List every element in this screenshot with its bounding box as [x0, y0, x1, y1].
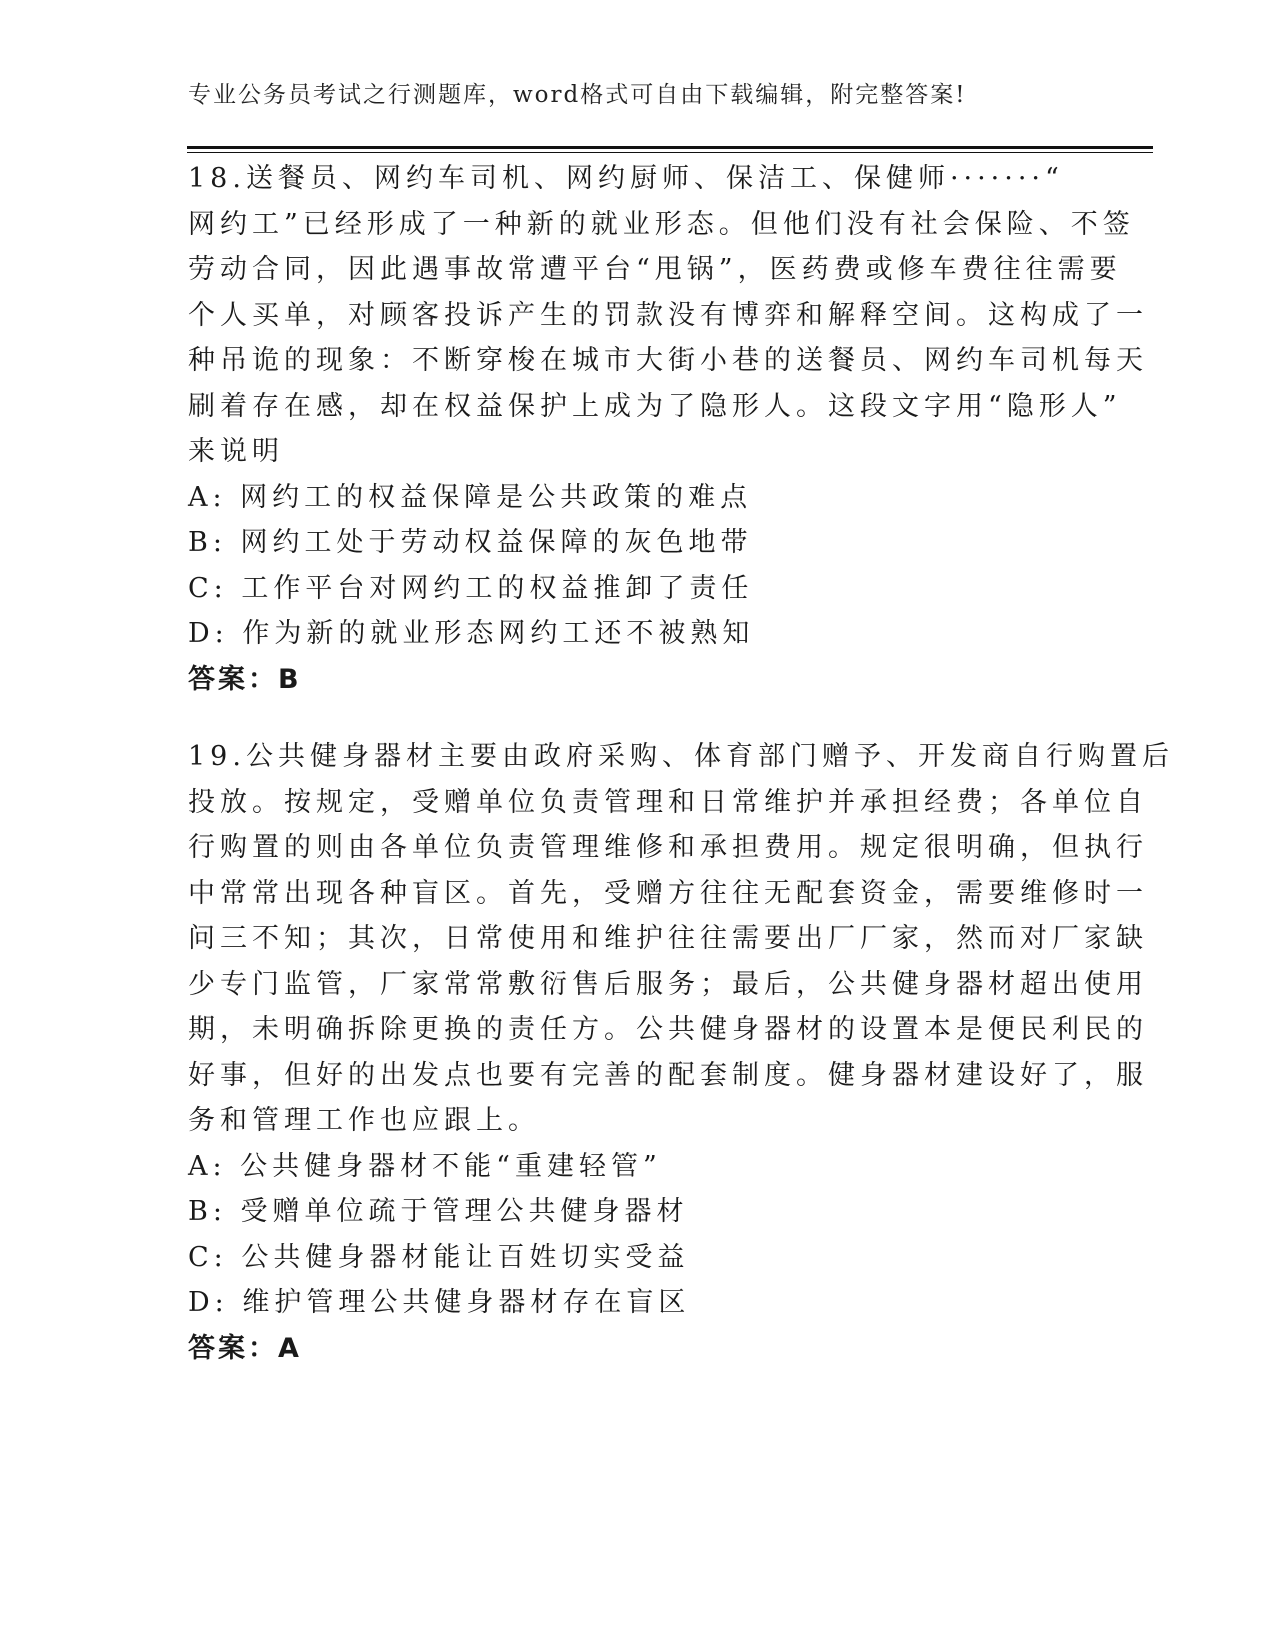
question-stem-line: 18.送餐员、网约车司机、网约厨师、保洁工、保健师·······“	[188, 163, 1064, 194]
option-b: B: 网约工处于劳动权益保障的灰色地带	[188, 527, 753, 558]
option-c: C: 公共健身器材能让百姓切实受益	[188, 1241, 690, 1273]
question-stem-line: 来说明	[188, 436, 284, 467]
question-stem-line: 行购置的则由各单位负责管理维修和承担费用。规定很明确，但执行	[188, 832, 1148, 863]
question-19	[188, 734, 1174, 1371]
question-18	[188, 156, 1148, 702]
option-c: C: 工作平台对网约工的权益推卸了责任	[188, 572, 754, 604]
question-stem-line: 投放。按规定，受赠单位负责管理和日常维护并承担经费；各单位自	[188, 786, 1148, 818]
option-b: B: 受赠单位疏于管理公共健身器材	[188, 1196, 689, 1227]
question-stem-line: 务和管理工作也应跟上。	[188, 1105, 540, 1136]
question-stem-line: 网约工”已经形成了一种新的就业形态。但他们没有社会保险、不签	[188, 208, 1135, 240]
question-stem-line: 好事，但好的出发点也要有完善的配套制度。健身器材建设好了，服	[188, 1059, 1148, 1091]
question-stem-line: 个人买单，对顾客投诉产生的罚款没有博弈和解释空间。这构成了一	[188, 299, 1148, 331]
header-rule-thin	[187, 152, 1153, 153]
question-stem-line: 劳动合同，因此遇事故常遭平台“甩锅”，医药费或修车费往往需要	[188, 254, 1122, 285]
question-stem-line: 中常常出现各种盲区。首先，受赠方往往无配套资金，需要维修时一	[188, 877, 1148, 909]
question-stem-line: 19.公共健身器材主要由政府采购、体育部门赠予、开发商自行购置后	[188, 741, 1174, 772]
page-header: 专业公务员考试之行测题库，word格式可自由下载编辑，附完整答案!	[188, 82, 967, 108]
header-rule-thick	[187, 146, 1153, 149]
question-stem-line: 种吊诡的现象：不断穿梭在城市大街小巷的送餐员、网约车司机每天	[188, 345, 1148, 376]
question-stem-line: 刷着存在感，却在权益保护上成为了隐形人。这段文字用“隐形人”	[188, 390, 1122, 422]
answer: 答案：A	[188, 1332, 302, 1364]
option-a: A: 公共健身器材不能“重建轻管”	[188, 1150, 662, 1182]
question-stem-line: 期，未明确拆除更换的责任方。公共健身器材的设置本是便民利民的	[188, 1014, 1148, 1045]
question-stem-line: 问三不知；其次，日常使用和维护往往需要出厂厂家，然而对厂家缺	[188, 923, 1148, 954]
option-a: A: 网约工的权益保障是公共政策的难点	[188, 481, 753, 513]
option-d: D: 作为新的就业形态网约工还不被熟知	[188, 618, 755, 649]
question-stem-line: 少专门监管，厂家常常敷衍售后服务；最后，公共健身器材超出使用	[188, 968, 1148, 1000]
option-d: D: 维护管理公共健身器材存在盲区	[188, 1287, 691, 1318]
answer: 答案：B	[188, 663, 302, 695]
